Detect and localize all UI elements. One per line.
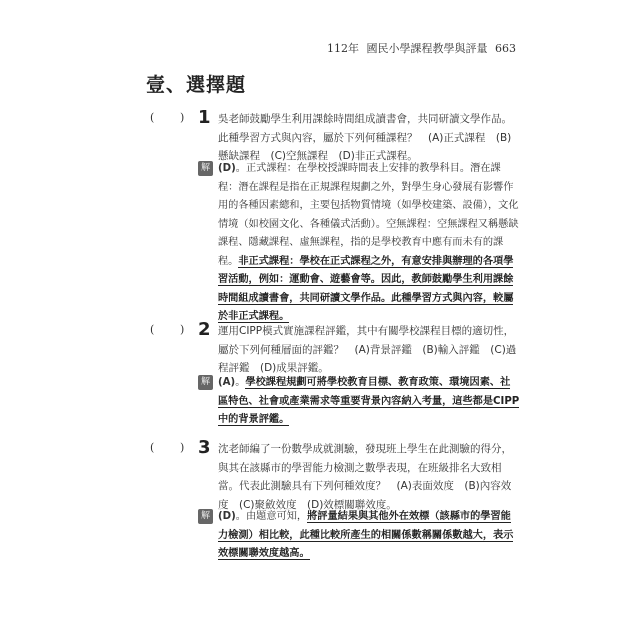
explanation-badge-icon: 解: [198, 161, 213, 176]
running-header: [323, 40, 516, 56]
page-number: 663: [495, 42, 516, 55]
explanation-text: (D)。由題意可知，將評量結果與其他外在效標（該縣市的學習能力檢測）相比較，此種比較所產生的相關係數稱關係數越大，表示效標關聯效度越高。: [218, 511, 514, 559]
question-text: 沈老師編了一份數學成就測驗，發現班上學生在此測驗的得分，與其在該縣市的學習能力檢測之數學表現，在班級排名大致相當。代表此測驗具有下列何種效度？ (A)表面效度 (B)內容效度 (C)聚斂效度 (D)效標關聯效度。: [218, 443, 512, 511]
header-year: 112年: [327, 42, 359, 55]
question-text: 運用CIPP模式實施課程評鑑，其中有關學校課程目標的適切性，屬於下列何種層面的評鑑？ (A)背景評鑑 (B)輸入評鑑 (C)過程評鑑 (D)成果評鑑。: [218, 325, 517, 374]
answer-paren: ( ): [150, 323, 185, 336]
question-number: 2: [198, 319, 211, 340]
explanation-badge-icon: 解: [198, 375, 213, 390]
explanation-highlight: 學校課程規劃可將學校教育目標、教育政策、環境因素、社區特色、社會或產業需求等重要背景內容納入考量，這些都是CIPP中的背景評鑑。: [218, 377, 520, 425]
answer-paren: ( ): [150, 441, 185, 454]
question-text: 吳老師鼓勵學生利用課餘時間組成讀書會，共同研讀文學作品。此種學習方式與內容，屬於下列何種課程？ (A)正式課程 (B)懸缺課程 (C)空無課程 (D)非正式課程。: [218, 113, 512, 162]
explanation-text: (A)。學校課程規劃可將學校教育目標、教育政策、環境因素、社區特色、社會或產業需求等重要背景內容納入考量，這些都是CIPP中的背景評鑑。: [218, 377, 520, 425]
explanation-highlight: 非正式課程：學校在正式課程之外，有意安排與辦理的各項學習活動，例如：運動會、遊藝會等。因此，教師鼓勵學生利用課餘時間組成讀書會，共同研讀文學作品。此種學習方式與內容，較屬於非正式課程。: [218, 255, 514, 322]
explanation-badge-icon: 解: [198, 509, 213, 524]
question-number: 1: [198, 107, 211, 128]
explanation-text: (D)。正式課程：在學校授課時間表上安排的教學科目。潛在課程：潛在課程是指在正規課程規劃之外，對學生身心發展有影響作用的各種因素總和，主要包括物質情境（如學校建築、設備），文化情境（如校園文化、各種儀式活動）。空無課程：空無課程又稱懸缺課程、隱藏課程、虛無課程，指的是學校教育中應有而未有的課程。非正式課程：學校在正式課程之外，有意安排與辦理的各項學習活動，例如：運動會、遊藝會等。因此，教師鼓勵學生利用課餘時間組成讀書會，共同研讀文學作品。此種學習方式與內容，較屬於非正式課程。: [218, 163, 519, 322]
answer-paren: ( ): [150, 111, 185, 124]
header-title: 國民小學課程教學與評量: [366, 42, 488, 55]
question-number: 3: [198, 437, 211, 458]
section-title: 壹、選擇題: [146, 74, 247, 96]
explanation-highlight: 將評量結果與其他外在效標（該縣市的學習能力檢測）相比較，此種比較所產生的相關係數稱關係數越大，表示效標關聯效度越高。: [218, 511, 514, 559]
